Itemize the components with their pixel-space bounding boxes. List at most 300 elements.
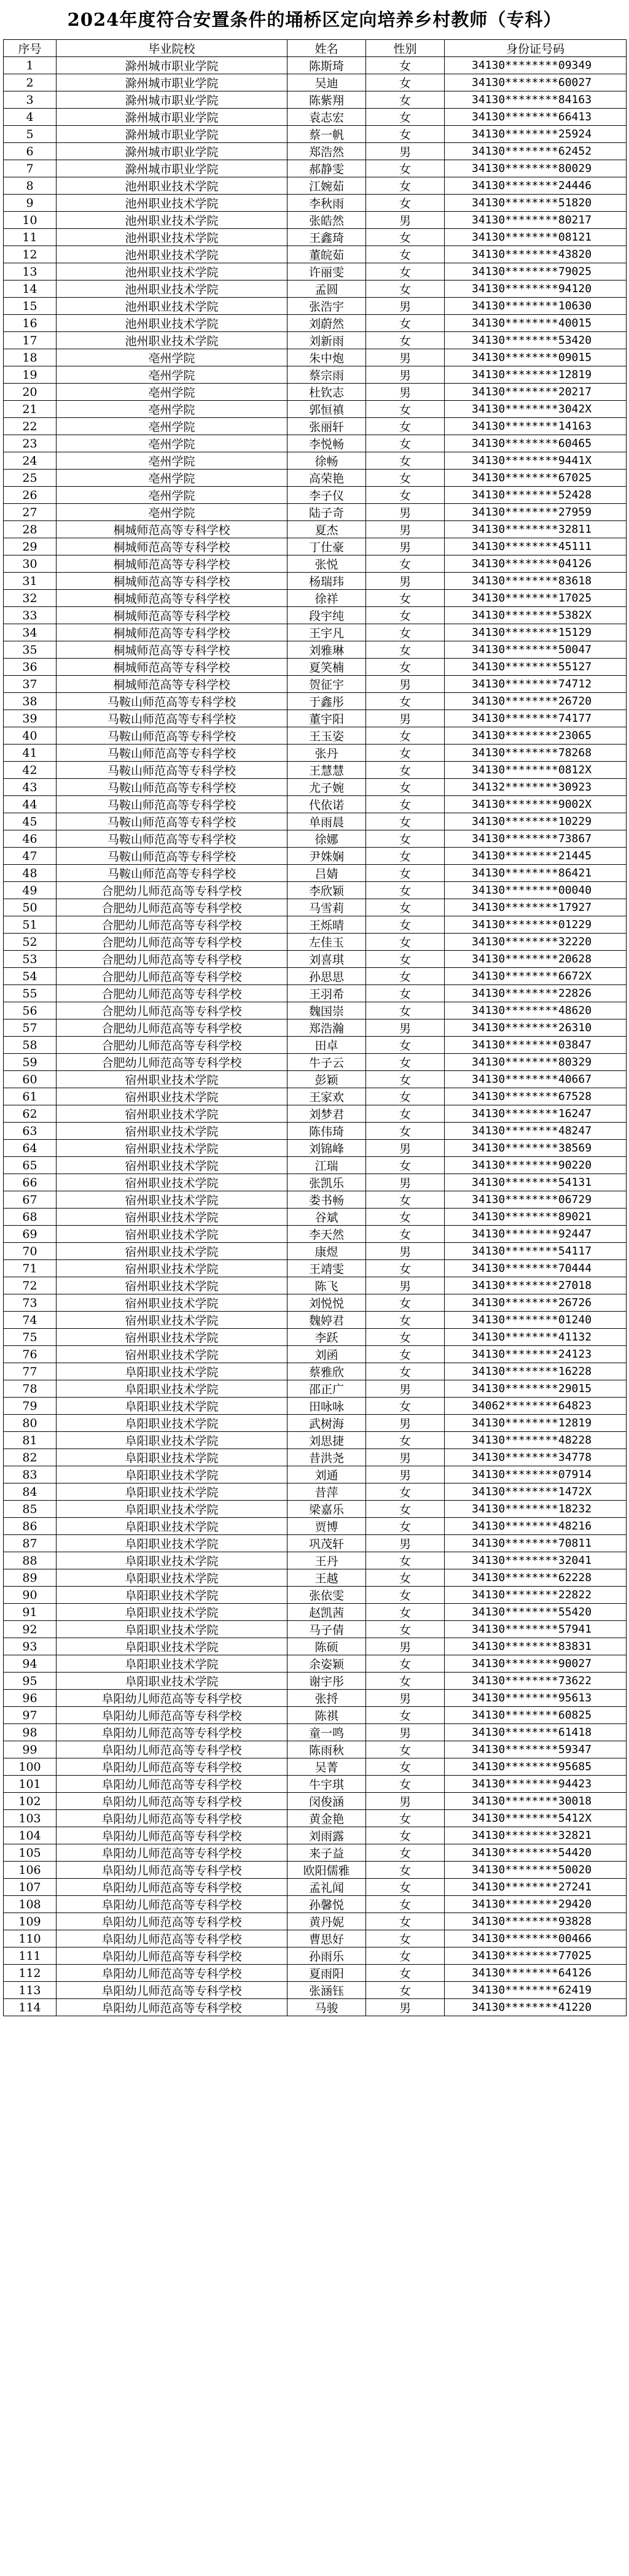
- cell-no: 21: [4, 401, 57, 418]
- cell-id: 34130********50047: [445, 641, 627, 659]
- cell-no: 82: [4, 1449, 57, 1466]
- cell-id: 34130********40667: [445, 1071, 627, 1088]
- table-row: [4, 504, 627, 521]
- cell-name: 余姿颖: [287, 1655, 366, 1673]
- cell-school: 阜阳幼儿师范高等专科学校: [57, 1982, 287, 1999]
- cell-name: 巩茂轩: [287, 1535, 366, 1552]
- cell-school: 阜阳职业技术学院: [57, 1501, 287, 1518]
- table-row: [4, 212, 627, 229]
- table-row: [4, 1140, 627, 1157]
- table-row: [4, 641, 627, 659]
- cell-school: 宿州职业技术学院: [57, 1209, 287, 1226]
- cell-id: 34130********95685: [445, 1758, 627, 1776]
- cell-no: 50: [4, 899, 57, 916]
- cell-no: 100: [4, 1758, 57, 1776]
- cell-name: 单雨晨: [287, 813, 366, 830]
- cell-school: 阜阳幼儿师范高等专科学校: [57, 1844, 287, 1862]
- cell-name: 昔萍: [287, 1483, 366, 1501]
- cell-no: 102: [4, 1793, 57, 1810]
- table-row: [4, 1277, 627, 1294]
- cell-gender: 女: [366, 1294, 445, 1312]
- cell-no: 75: [4, 1329, 57, 1346]
- cell-name: 李悦畅: [287, 435, 366, 452]
- cell-no: 33: [4, 607, 57, 624]
- table-row: [4, 1569, 627, 1587]
- cell-gender: 女: [366, 1673, 445, 1690]
- table-row: [4, 315, 627, 332]
- table-row: [4, 899, 627, 916]
- table-row: [4, 1930, 627, 1947]
- cell-no: 9: [4, 195, 57, 212]
- cell-school: 马鞍山师范高等专科学校: [57, 693, 287, 710]
- cell-name: 张皓然: [287, 212, 366, 229]
- cell-name: 李秋雨: [287, 195, 366, 212]
- table-row: [4, 607, 627, 624]
- cell-name: 童一鸣: [287, 1724, 366, 1741]
- cell-gender: 女: [366, 951, 445, 968]
- cell-name: 张悦: [287, 555, 366, 573]
- cell-id: 34130********40015: [445, 315, 627, 332]
- cell-id: 34130********0812X: [445, 762, 627, 779]
- table-row: [4, 1346, 627, 1363]
- cell-school: 宿州职业技术学院: [57, 1191, 287, 1209]
- cell-gender: 女: [366, 418, 445, 435]
- cell-name: 黄丹妮: [287, 1913, 366, 1930]
- cell-id: 34130********70444: [445, 1260, 627, 1277]
- cell-name: 康煜: [287, 1243, 366, 1260]
- cell-id: 34130********93828: [445, 1913, 627, 1930]
- cell-name: 田卓: [287, 1037, 366, 1054]
- cell-name: 刘悦悦: [287, 1294, 366, 1312]
- table-body: [4, 57, 627, 2016]
- cell-name: 刘函: [287, 1346, 366, 1363]
- cell-id: 34130********94120: [445, 280, 627, 298]
- cell-school: 亳州学院: [57, 418, 287, 435]
- table-row: [4, 1209, 627, 1226]
- cell-gender: 女: [366, 1483, 445, 1501]
- cell-no: 95: [4, 1673, 57, 1690]
- cell-school: 阜阳职业技术学院: [57, 1638, 287, 1655]
- table-row: [4, 1483, 627, 1501]
- table-row: [4, 934, 627, 951]
- cell-school: 宿州职业技术学院: [57, 1294, 287, 1312]
- cell-no: 13: [4, 263, 57, 280]
- cell-name: 刘蔚然: [287, 315, 366, 332]
- cell-school: 宿州职业技术学院: [57, 1088, 287, 1105]
- cell-id: 34130********89021: [445, 1209, 627, 1226]
- cell-id: 34130********32821: [445, 1827, 627, 1844]
- cell-name: 徐娜: [287, 830, 366, 848]
- cell-no: 64: [4, 1140, 57, 1157]
- cell-no: 110: [4, 1930, 57, 1947]
- cell-gender: 女: [366, 195, 445, 212]
- cell-id: 34130********60027: [445, 74, 627, 91]
- cell-gender: 女: [366, 1209, 445, 1226]
- cell-gender: 男: [366, 1140, 445, 1157]
- cell-name: 吴迪: [287, 74, 366, 91]
- cell-school: 阜阳职业技术学院: [57, 1535, 287, 1552]
- cell-gender: 女: [366, 57, 445, 74]
- cell-school: 宿州职业技术学院: [57, 1260, 287, 1277]
- cell-gender: 男: [366, 1999, 445, 2016]
- table-row: [4, 521, 627, 538]
- cell-id: 34130********62228: [445, 1569, 627, 1587]
- cell-name: 张丽轩: [287, 418, 366, 435]
- cell-name: 郝静雯: [287, 160, 366, 177]
- cell-id: 34130********14163: [445, 418, 627, 435]
- cell-name: 孟圆: [287, 280, 366, 298]
- cell-name: 魏国崇: [287, 1002, 366, 1019]
- cell-id: 34130********29420: [445, 1896, 627, 1913]
- cell-name: 郑浩瀚: [287, 1019, 366, 1037]
- cell-gender: 女: [366, 1432, 445, 1449]
- table-row: [4, 1707, 627, 1724]
- cell-school: 马鞍山师范高等专科学校: [57, 745, 287, 762]
- cell-gender: 女: [366, 1604, 445, 1621]
- cell-no: 106: [4, 1862, 57, 1879]
- cell-school: 马鞍山师范高等专科学校: [57, 865, 287, 882]
- cell-school: 阜阳幼儿师范高等专科学校: [57, 1862, 287, 1879]
- cell-name: 徐祥: [287, 590, 366, 607]
- table-row: [4, 1862, 627, 1879]
- cell-school: 池州职业技术学院: [57, 280, 287, 298]
- cell-school: 阜阳职业技术学院: [57, 1398, 287, 1415]
- cell-name: 牛宇琪: [287, 1776, 366, 1793]
- cell-name: 刘喜琪: [287, 951, 366, 968]
- cell-gender: 女: [366, 1191, 445, 1209]
- cell-id: 34130********5382X: [445, 607, 627, 624]
- cell-gender: 男: [366, 1380, 445, 1398]
- cell-name: 夏雨阳: [287, 1965, 366, 1982]
- cell-school: 宿州职业技术学院: [57, 1329, 287, 1346]
- cell-gender: 女: [366, 779, 445, 796]
- cell-school: 亳州学院: [57, 435, 287, 452]
- cell-gender: 女: [366, 401, 445, 418]
- cell-name: 孙馨悦: [287, 1896, 366, 1913]
- table-row: [4, 1466, 627, 1483]
- cell-school: 阜阳职业技术学院: [57, 1415, 287, 1432]
- cell-name: 江瑞: [287, 1157, 366, 1174]
- cell-gender: 女: [366, 1930, 445, 1947]
- table-row: [4, 1174, 627, 1191]
- cell-no: 109: [4, 1913, 57, 1930]
- cell-name: 蔡一帆: [287, 126, 366, 143]
- cell-name: 代依诺: [287, 796, 366, 813]
- cell-id: 34130********6672X: [445, 968, 627, 985]
- cell-gender: 男: [366, 710, 445, 727]
- cell-school: 池州职业技术学院: [57, 212, 287, 229]
- cell-name: 吕婧: [287, 865, 366, 882]
- cell-no: 84: [4, 1483, 57, 1501]
- cell-school: 合肥幼儿师范高等专科学校: [57, 1054, 287, 1071]
- cell-id: 34130********60825: [445, 1707, 627, 1724]
- cell-gender: 女: [366, 899, 445, 916]
- cell-gender: 女: [366, 882, 445, 899]
- cell-name: 孟礼闻: [287, 1879, 366, 1896]
- cell-id: 34130********9002X: [445, 796, 627, 813]
- table-row: [4, 710, 627, 727]
- cell-id: 34130********06729: [445, 1191, 627, 1209]
- cell-id: 34130********50020: [445, 1862, 627, 1879]
- cell-name: 陈飞: [287, 1277, 366, 1294]
- cell-school: 阜阳职业技术学院: [57, 1621, 287, 1638]
- table-row: [4, 1982, 627, 1999]
- cell-gender: 女: [366, 1810, 445, 1827]
- cell-id: 34130********29015: [445, 1380, 627, 1398]
- cell-id: 34130********66413: [445, 109, 627, 126]
- header-id: 身份证号码: [445, 40, 627, 57]
- table-row: [4, 160, 627, 177]
- cell-id: 34130********1472X: [445, 1483, 627, 1501]
- cell-gender: 男: [366, 504, 445, 521]
- cell-id: 34130********15129: [445, 624, 627, 641]
- cell-school: 马鞍山师范高等专科学校: [57, 796, 287, 813]
- cell-no: 39: [4, 710, 57, 727]
- cell-school: 宿州职业技术学院: [57, 1312, 287, 1329]
- cell-no: 16: [4, 315, 57, 332]
- cell-gender: 女: [366, 1346, 445, 1363]
- cell-name: 尹姝娴: [287, 848, 366, 865]
- cell-school: 池州职业技术学院: [57, 332, 287, 349]
- cell-no: 87: [4, 1535, 57, 1552]
- cell-name: 王慧慧: [287, 762, 366, 779]
- table-row: [4, 177, 627, 195]
- cell-school: 阜阳职业技术学院: [57, 1483, 287, 1501]
- cell-no: 20: [4, 384, 57, 401]
- cell-name: 徐畅: [287, 452, 366, 470]
- cell-id: 34130********57941: [445, 1621, 627, 1638]
- cell-school: 阜阳幼儿师范高等专科学校: [57, 1776, 287, 1793]
- cell-school: 阜阳幼儿师范高等专科学校: [57, 1896, 287, 1913]
- table-row: [4, 727, 627, 745]
- cell-id: 34130********26310: [445, 1019, 627, 1037]
- cell-no: 65: [4, 1157, 57, 1174]
- cell-id: 34130********26720: [445, 693, 627, 710]
- cell-id: 34130********04126: [445, 555, 627, 573]
- cell-gender: 女: [366, 1707, 445, 1724]
- cell-id: 34130********24123: [445, 1346, 627, 1363]
- cell-gender: 女: [366, 762, 445, 779]
- cell-gender: 女: [366, 590, 445, 607]
- table-row: [4, 1054, 627, 1071]
- cell-id: 34130********90220: [445, 1157, 627, 1174]
- cell-no: 71: [4, 1260, 57, 1277]
- cell-school: 亳州学院: [57, 366, 287, 384]
- table-row: [4, 1793, 627, 1810]
- cell-name: 娄书畅: [287, 1191, 366, 1209]
- cell-no: 10: [4, 212, 57, 229]
- cell-school: 池州职业技术学院: [57, 298, 287, 315]
- cell-school: 阜阳幼儿师范高等专科学校: [57, 1930, 287, 1947]
- table-row: [4, 1587, 627, 1604]
- cell-gender: 女: [366, 1123, 445, 1140]
- table-row: [4, 745, 627, 762]
- cell-gender: 女: [366, 985, 445, 1002]
- cell-school: 阜阳幼儿师范高等专科学校: [57, 1690, 287, 1707]
- header-no: 序号: [4, 40, 57, 57]
- cell-no: 78: [4, 1380, 57, 1398]
- cell-name: 刘雅琳: [287, 641, 366, 659]
- table-row: [4, 1741, 627, 1758]
- cell-name: 杨瑞玮: [287, 573, 366, 590]
- cell-school: 宿州职业技术学院: [57, 1123, 287, 1140]
- cell-no: 3: [4, 91, 57, 109]
- cell-name: 孙雨乐: [287, 1947, 366, 1965]
- cell-no: 4: [4, 109, 57, 126]
- cell-school: 亳州学院: [57, 470, 287, 487]
- table-row: [4, 624, 627, 641]
- cell-no: 37: [4, 676, 57, 693]
- cell-no: 17: [4, 332, 57, 349]
- cell-id: 34130********00040: [445, 882, 627, 899]
- cell-id: 34130********67528: [445, 1088, 627, 1105]
- cell-name: 蔡宗雨: [287, 366, 366, 384]
- cell-id: 34130********27018: [445, 1277, 627, 1294]
- page-title: 2024年度符合安置条件的埇桥区定向培养乡村教师（专科）: [67, 9, 562, 30]
- cell-school: 合肥幼儿师范高等专科学校: [57, 916, 287, 934]
- table-header-row: [4, 40, 627, 57]
- table-row: [4, 91, 627, 109]
- cell-gender: 女: [366, 1758, 445, 1776]
- table-row: [4, 1398, 627, 1415]
- cell-name: 尤子婉: [287, 779, 366, 796]
- cell-id: 34130********43820: [445, 246, 627, 263]
- cell-no: 114: [4, 1999, 57, 2016]
- cell-id: 34130********23065: [445, 727, 627, 745]
- table-row: [4, 332, 627, 349]
- cell-school: 合肥幼儿师范高等专科学校: [57, 1002, 287, 1019]
- cell-no: 43: [4, 779, 57, 796]
- cell-gender: 女: [366, 470, 445, 487]
- cell-school: 桐城师范高等专科学校: [57, 538, 287, 555]
- cell-school: 马鞍山师范高等专科学校: [57, 813, 287, 830]
- cell-gender: 女: [366, 659, 445, 676]
- cell-id: 34130********55420: [445, 1604, 627, 1621]
- cell-no: 7: [4, 160, 57, 177]
- cell-gender: 男: [366, 1243, 445, 1260]
- cell-name: 昔洪尧: [287, 1449, 366, 1466]
- cell-no: 29: [4, 538, 57, 555]
- cell-no: 28: [4, 521, 57, 538]
- cell-name: 牛子云: [287, 1054, 366, 1071]
- cell-school: 桐城师范高等专科学校: [57, 624, 287, 641]
- cell-no: 92: [4, 1621, 57, 1638]
- table-row: [4, 1604, 627, 1621]
- cell-no: 93: [4, 1638, 57, 1655]
- cell-gender: 女: [366, 1260, 445, 1277]
- cell-school: 阜阳幼儿师范高等专科学校: [57, 1999, 287, 2016]
- cell-gender: 男: [366, 1690, 445, 1707]
- cell-gender: 女: [366, 109, 445, 126]
- cell-no: 72: [4, 1277, 57, 1294]
- cell-school: 合肥幼儿师范高等专科学校: [57, 968, 287, 985]
- cell-gender: 女: [366, 1071, 445, 1088]
- table-row: [4, 1071, 627, 1088]
- cell-id: 34130********77025: [445, 1947, 627, 1965]
- table-row: [4, 1415, 627, 1432]
- cell-id: 34130********48228: [445, 1432, 627, 1449]
- cell-id: 34062********64823: [445, 1398, 627, 1415]
- cell-name: 王家欢: [287, 1088, 366, 1105]
- cell-no: 45: [4, 813, 57, 830]
- cell-gender: 女: [366, 934, 445, 951]
- cell-name: 谢宇彤: [287, 1673, 366, 1690]
- cell-name: 吴菁: [287, 1758, 366, 1776]
- cell-gender: 男: [366, 298, 445, 315]
- cell-no: 63: [4, 1123, 57, 1140]
- cell-gender: 女: [366, 1054, 445, 1071]
- cell-gender: 女: [366, 1398, 445, 1415]
- cell-no: 5: [4, 126, 57, 143]
- cell-no: 53: [4, 951, 57, 968]
- cell-school: 阜阳职业技术学院: [57, 1655, 287, 1673]
- cell-gender: 女: [366, 830, 445, 848]
- table-row: [4, 1105, 627, 1123]
- cell-no: 57: [4, 1019, 57, 1037]
- header-gender: 性别: [366, 40, 445, 57]
- cell-gender: 女: [366, 1312, 445, 1329]
- teacher-table: [3, 39, 627, 2016]
- table-row: [4, 916, 627, 934]
- cell-name: 张凯乐: [287, 1174, 366, 1191]
- cell-id: 34130********83831: [445, 1638, 627, 1655]
- cell-no: 25: [4, 470, 57, 487]
- cell-gender: 女: [366, 1982, 445, 1999]
- cell-no: 60: [4, 1071, 57, 1088]
- cell-id: 34130********45111: [445, 538, 627, 555]
- cell-name: 谷斌: [287, 1209, 366, 1226]
- cell-gender: 女: [366, 848, 445, 865]
- cell-id: 34130********54117: [445, 1243, 627, 1260]
- cell-no: 1: [4, 57, 57, 74]
- cell-no: 2: [4, 74, 57, 91]
- cell-school: 池州职业技术学院: [57, 246, 287, 263]
- cell-no: 73: [4, 1294, 57, 1312]
- cell-gender: 男: [366, 384, 445, 401]
- cell-no: 79: [4, 1398, 57, 1415]
- cell-no: 32: [4, 590, 57, 607]
- table-row: [4, 1518, 627, 1535]
- table-row: [4, 762, 627, 779]
- table-row: [4, 1552, 627, 1569]
- cell-id: 34130********32811: [445, 521, 627, 538]
- cell-name: 孙思思: [287, 968, 366, 985]
- cell-no: 77: [4, 1363, 57, 1380]
- cell-id: 34130********21445: [445, 848, 627, 865]
- cell-no: 22: [4, 418, 57, 435]
- cell-school: 合肥幼儿师范高等专科学校: [57, 985, 287, 1002]
- cell-school: 宿州职业技术学院: [57, 1140, 287, 1157]
- cell-school: 桐城师范高等专科学校: [57, 521, 287, 538]
- cell-name: 蔡雅欣: [287, 1363, 366, 1380]
- table-row: [4, 1243, 627, 1260]
- cell-id: 34130********00466: [445, 1930, 627, 1947]
- cell-school: 宿州职业技术学院: [57, 1071, 287, 1088]
- cell-id: 34130********3042X: [445, 401, 627, 418]
- cell-no: 58: [4, 1037, 57, 1054]
- cell-name: 郭恒禛: [287, 401, 366, 418]
- table-row: [4, 195, 627, 212]
- cell-gender: 女: [366, 177, 445, 195]
- cell-no: 90: [4, 1587, 57, 1604]
- cell-no: 49: [4, 882, 57, 899]
- cell-id: 34130********17927: [445, 899, 627, 916]
- cell-no: 111: [4, 1947, 57, 1965]
- cell-id: 34130********34778: [445, 1449, 627, 1466]
- table-row: [4, 246, 627, 263]
- cell-id: 34130********80217: [445, 212, 627, 229]
- cell-gender: 女: [366, 1105, 445, 1123]
